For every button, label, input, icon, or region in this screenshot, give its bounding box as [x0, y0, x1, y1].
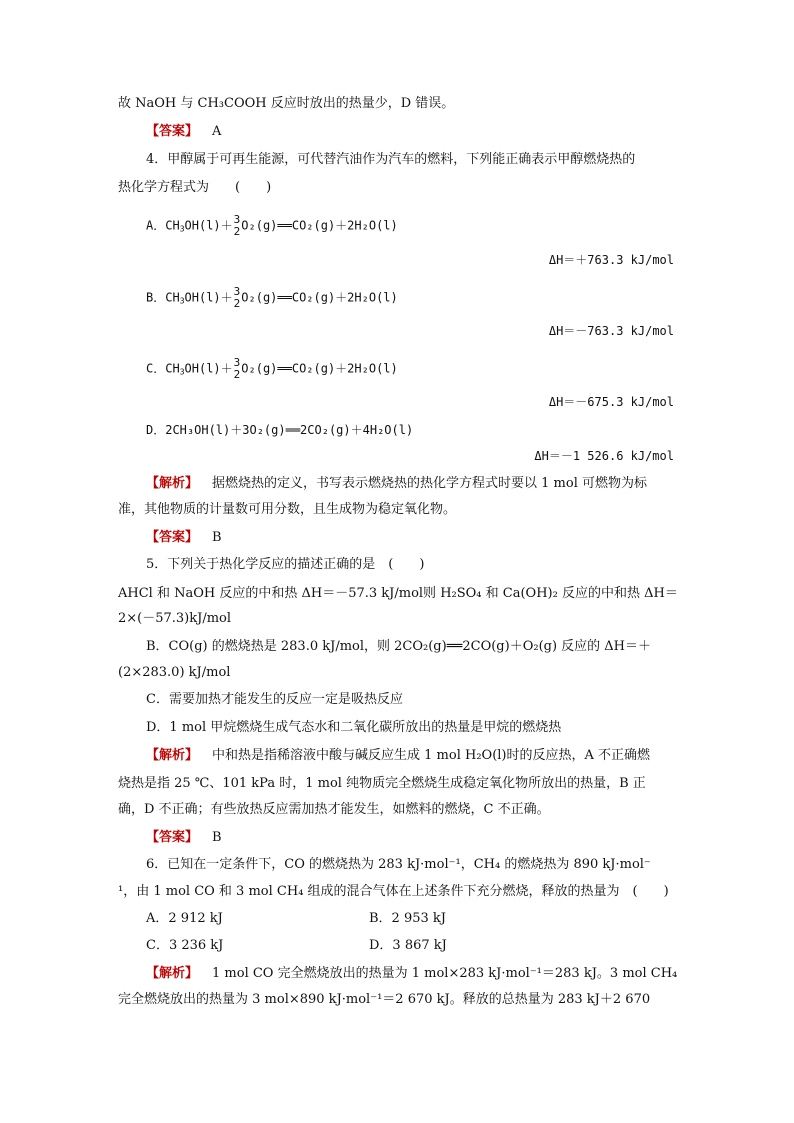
answer-line: [146, 828, 222, 848]
fraction: 3 2: [233, 285, 241, 310]
analysis-cont: 烧热是指 25 ℃、101 kPa 时，1 mol 纯物质完全燃烧生成稳定氧化物所放出的热量，B 正: [118, 776, 646, 791]
answer-line: [146, 122, 221, 142]
answer-value: B: [212, 830, 222, 845]
analysis-cont: 确，D 不正确；有些放热反应需加热才能发生，如燃料的燃烧，C 不正确。: [118, 802, 550, 817]
question-5-option-a: AHCl 和 NaOH 反应的中和热 ΔH＝－57.3 kJ/mol则 H₂SO₄ 和 Ca(OH)₂ 反应的中和热 ΔH＝: [118, 586, 678, 601]
answer-line: [146, 528, 222, 548]
question-6-option-d: D．3 867 kJ: [369, 938, 447, 953]
answer-label: 【答案】: [146, 124, 199, 139]
option-b-prefix: B．CH: [146, 290, 180, 305]
answer-value: A: [212, 124, 222, 139]
question-5-option-c: C．需要加热才能发生的反应一定是吸热反应: [146, 692, 403, 707]
question-5-option-b: B．CO(g) 的燃烧热是 283.0 kJ/mol，则 2CO₂(g)══2CO(g)＋O₂(g) 反应的 ΔH＝＋: [146, 639, 652, 654]
analysis-label: 【解析】: [146, 748, 199, 763]
text-line: 故 NaOH 与 CH₃COOH 反应时放出的热量少，D 错误。: [118, 96, 455, 111]
fraction: 3 2: [233, 356, 241, 381]
question-5-option-b-cont: (2×283.0) kJ/mol: [118, 665, 231, 680]
analysis-line: 【解析】 中和热是指稀溶液中酸与碱反应生成 1 mol H₂O(l)时的反应热，A 不正确燃: [146, 748, 651, 763]
analysis-line: 【解析】 1 mol CO 完全燃烧放出的热量为 1 mol×283 kJ·mol⁻¹＝283 kJ。3 mol CH₄: [146, 966, 678, 981]
question-6-option-c: C．3 236 kJ: [146, 938, 224, 953]
option-b-middle: OH(l)＋: [184, 290, 233, 305]
option-c-tail: O₂(g)══CO₂(g)＋2H₂O(l): [241, 361, 398, 376]
analysis-label: 【解析】: [146, 476, 199, 491]
option-c-equation: C．$CH_3OH(l)+$ 3 2 O₂(g)══CO₂(g)＋2H₂O(l): [146, 356, 398, 381]
answer-label: 【答案】: [146, 530, 199, 545]
question-6-stem: 6．已知在一定条件下，CO 的燃烧热为 283 kJ·mol⁻¹，CH₄ 的燃烧热为 890 kJ·mol⁻: [146, 857, 651, 872]
option-c-middle: OH(l)＋: [184, 361, 233, 376]
answer-value: B: [212, 530, 222, 545]
question-4-stem: 4．甲醇属于可再生能源，可代替汽油作为汽车的燃料，下列能正确表示甲醇燃烧热的: [146, 152, 636, 167]
question-6-option-b: B．2 953 kJ: [369, 911, 446, 926]
option-d-equation: D．2CH₃OH(l)＋3O₂(g)══2CO₂(g)＋4H₂O(l): [146, 423, 414, 437]
fraction: 3 2: [233, 213, 241, 238]
option-c-enthalpy: ΔH＝－675.3 kJ/mol: [548, 395, 674, 409]
option-b-equation: B．$CH_3OH(l)+$ 3 2 O₂(g)══CO₂(g)＋2H₂O(l): [146, 285, 398, 310]
question-4-stem-cont: 热化学方程式为 ( ): [118, 180, 272, 195]
option-b-enthalpy: ΔH＝－763.3 kJ/mol: [548, 324, 674, 338]
option-a-equation: A．$CH_3OH(l)+$ 3 2 O₂(g)══CO₂(g)＋2H₂O(l): [146, 213, 398, 238]
question-6-option-a: A．2 912 kJ: [146, 911, 223, 926]
option-a-tail: O₂(g)══CO₂(g)＋2H₂O(l): [241, 218, 398, 233]
analysis-line: 【解析】 据燃烧热的定义，书写表示燃烧热的热化学方程式时要以 1 mol 可燃物为标: [146, 476, 647, 491]
question-5-stem: 5．下列关于热化学反应的描述正确的是 ( ): [146, 557, 425, 572]
question-5-option-a-cont: 2×(－57.3)kJ/mol: [118, 611, 232, 626]
question-5-option-d: D．1 mol 甲烷燃烧生成气态水和二氧化碳所放出的热量是甲烷的燃烧热: [146, 720, 562, 735]
option-d-enthalpy: ΔH＝－1 526.6 kJ/mol: [534, 449, 674, 463]
option-a-prefix: A．CH: [146, 218, 180, 233]
analysis-cont: 完全燃烧放出的热量为 3 mol×890 kJ·mol⁻¹＝2 670 kJ。释放的总热量为 283 kJ＋2 670: [118, 992, 651, 1007]
option-b-tail: O₂(g)══CO₂(g)＋2H₂O(l): [241, 290, 398, 305]
analysis-cont: 准，其他物质的计量数可用分数，且生成物为稳定氧化物。: [118, 502, 457, 517]
analysis-label: 【解析】: [146, 966, 199, 981]
option-a-middle: OH(l)＋: [184, 218, 233, 233]
option-c-prefix: C．CH: [146, 361, 180, 376]
answer-label: 【答案】: [146, 830, 199, 845]
question-6-stem-cont: ¹，由 1 mol CO 和 3 mol CH₄ 组成的混合气体在上述条件下充分燃烧，释放的热量为 ( ): [118, 884, 669, 899]
option-a-enthalpy: ΔH＝＋763.3 kJ/mol: [548, 253, 674, 267]
